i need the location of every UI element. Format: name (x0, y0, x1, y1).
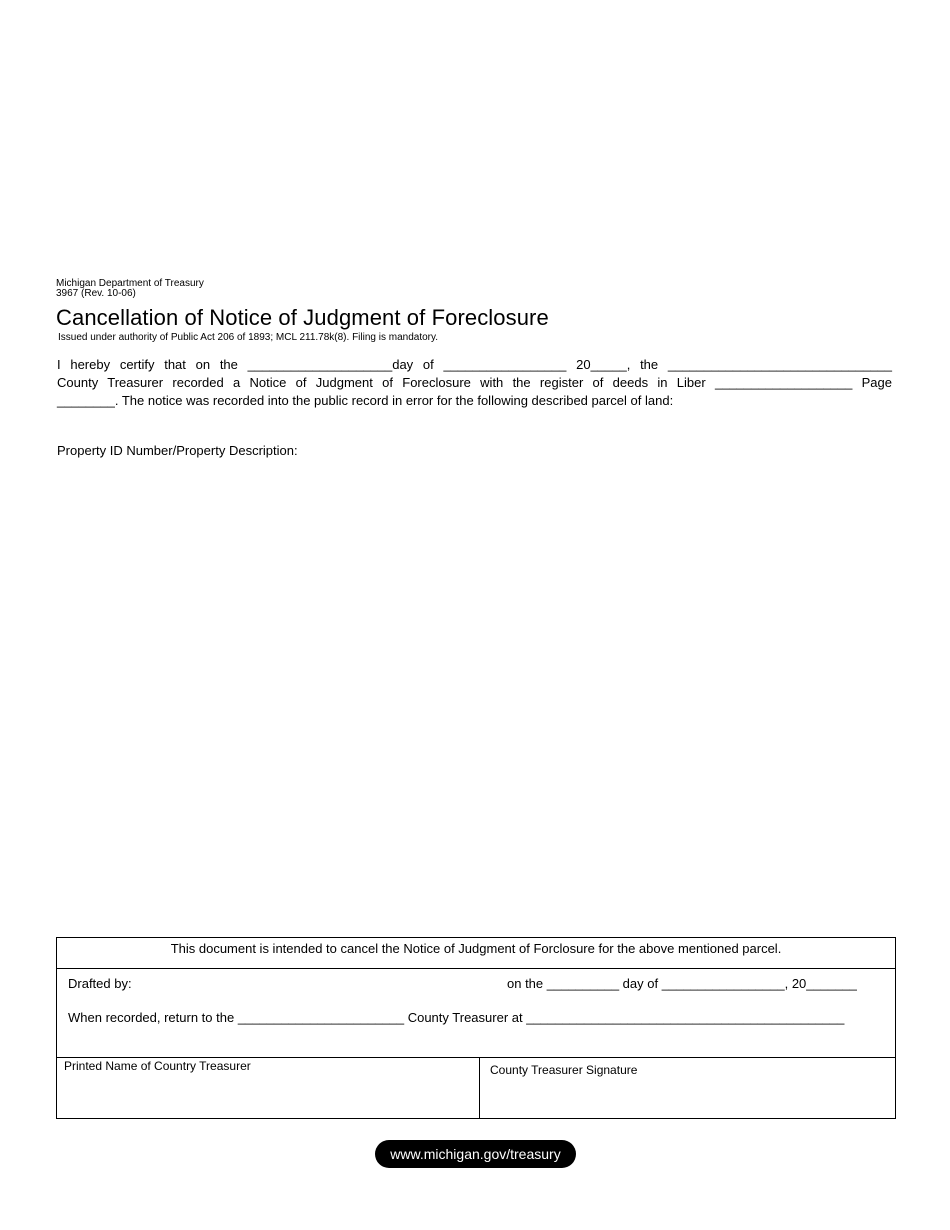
cancellation-box (56, 937, 896, 1119)
property-description-label: Property ID Number/Property Description: (57, 443, 298, 458)
certification-line-2: County Treasurer recorded a Notice of Judgment of Foreclosure with the register of deeds in Liber ___________________ Page (57, 375, 892, 390)
return-to-line: When recorded, return to the _______________________ County Treasurer at ____________________________________________ (68, 1010, 845, 1025)
drafted-by-label: Drafted by: (68, 976, 132, 991)
divider (56, 1057, 896, 1058)
divider (56, 968, 896, 969)
treasury-url-link[interactable]: www.michigan.gov/treasury (375, 1140, 576, 1168)
form-number: 3967 (Rev. 10-06) (56, 288, 136, 299)
certification-line-3: ________. The notice was recorded into the public record in error for the following described parcel of land: (57, 393, 674, 408)
department-name: Michigan Department of Treasury (56, 278, 204, 289)
authority-note: Issued under authority of Public Act 206 of 1893; MCL 211.78k(8). Filing is mandatory. (58, 332, 439, 343)
intent-text: This document is intended to cancel the Notice of Judgment of Forclosure for the above mentioned parcel. (170, 941, 782, 956)
page-title: Cancellation of Notice of Judgment of Foreclosure (56, 305, 549, 330)
signature-label: County Treasurer Signature (490, 1063, 638, 1077)
divider (479, 1057, 480, 1118)
drafted-date-line: on the __________ day of _________________, 20_______ (507, 976, 857, 991)
certification-line-1: I hereby certify that on the ____________________day of _________________ 20_____, the _______________________________ (57, 357, 892, 372)
certification-paragraph (57, 356, 892, 410)
printed-name-label: Printed Name of Country Treasurer (64, 1059, 251, 1073)
